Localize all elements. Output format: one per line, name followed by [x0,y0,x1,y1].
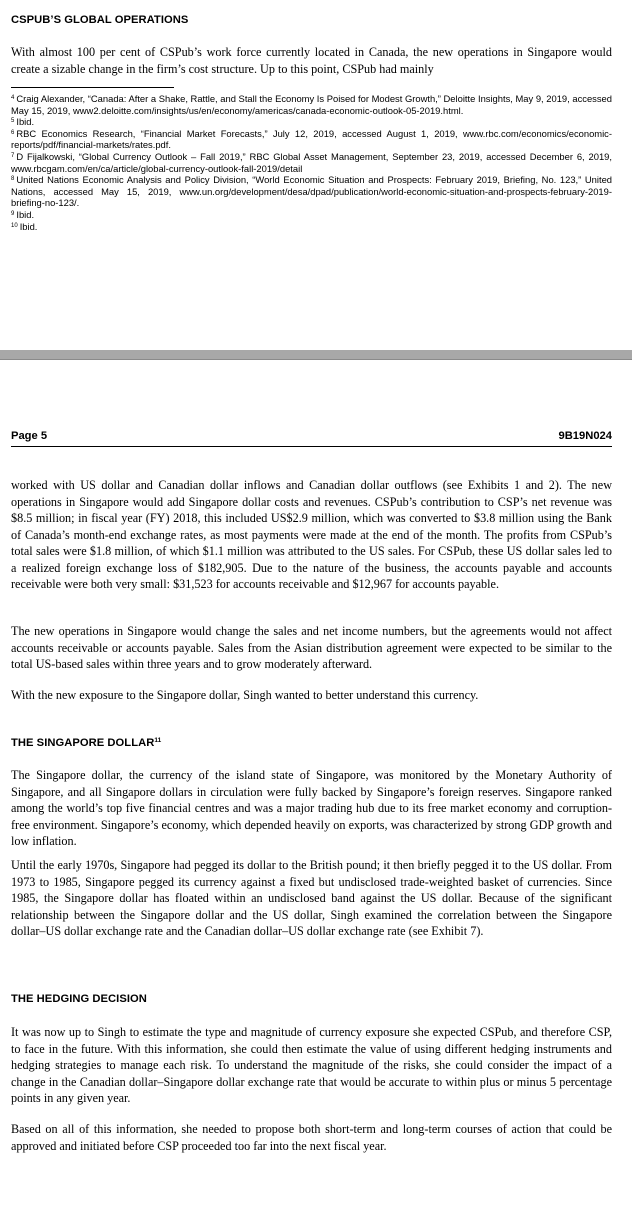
footnote-10: $^{10}$ Ibid. [11,220,38,232]
singapore-dollar-paragraph-1: The Singapore dollar, the currency of the island state of Singapore, was monitored by the Monetary Authority of Singapore, and all Singapore dollars in circulation were fully backed by Singapore’s foreign reserves. Singapore ranked among the world’s top five financial centres and was a major trading hub due to its free market economy and corruption-free environment. Singapore’s economy, which depended heavily on exports, was characterized by strong GDP growth and low inflation. [11,768,612,848]
footnote-4: $^4$ Craig Alexander, “Canada: After a Shake, Rattle, and Stall the Economy Is Poised for Modest Growth,” Deloitte Insights, May 9, 2019, accessed May 15, 2019, www2.deloitte.com/insights/us/en/economy/americas/canada-economic-outlook-05-2019.html. [11,93,612,116]
upper-page [0,0,632,350]
page-break-divider [0,350,632,360]
footnote-6: $^6$ RBC Economics Research, “Financial Market Forecasts,” July 12, 2019, accessed August 1, 2019, www.rbc.com/economics/economic-reports/pdf/financial-markets/rates.pdf. [11,127,612,151]
operations-paragraph-2: The new operations in Singapore would change the sales and net income numbers, but the agreements would not affect accounts receivable or accounts payable. Sales from the Asian distribution agreement were expected to be similar to the total US-based sales within three years and to grow moderately afterward. [11,624,612,671]
footnote-9: $^9$ Ibid. [11,208,35,220]
hedging-paragraph-2: Based on all of this information, she needed to propose both short-term and long-term courses of action that could be approved and initiated before CSP proceeded too far into the next fiscal year. [11,1122,612,1153]
hedging-paragraph-1: It was now up to Singh to estimate the type and magnitude of currency exposure she expected CSPub, and therefore CSP, to face in the future. With this information, she could then estimate the value of using different hedging instruments and hedging strategies to manage each risk. To understand the magnitude of the risks, she could consider the impact of a change in the Canadian dollar–Singapore dollar exchange rate that would be accurate to within plus or minus 5 percentage points in any given year. [11,1025,612,1105]
footnote-5: $^5$ Ibid. [11,116,35,128]
section-heading-singapore-dollar: THE SINGAPORE DOLLAR$^{11}$ [11,737,162,749]
singapore-dollar-paragraph-2: Until the early 1970s, Singapore had pegged its dollar to the British pound; it then briefly pegged it to the US dollar. From 1973 to 1985, Singapore pegged its currency against a fixed but undisclosed trade-weighted basket of currencies. Since 1985, the Singapore dollar has floated within an undisclosed band against the US dollar. Because of the significant relationship between the Singapore dollar and the US dollar, Singh examined the correlation between the Singapore dollar–US dollar exchange rate and the Canadian dollar–US dollar exchange rate (see Exhibit 7). [11,858,612,938]
lower-page [0,360,632,1210]
global-operations-paragraph: With almost 100 per cent of CSPub’s work force currently located in Canada, the new operations in Singapore would create a sizable change in the firm’s cost structure. Up to this point, CSPub had mainly [11,45,612,76]
footnotes [11,93,612,232]
footnote-reference-11: 11 [154,737,162,744]
footnote-rule [11,87,174,88]
section-heading-hedging-decision: THE HEDGING DECISION [11,993,147,1005]
operations-paragraph-3: With the new exposure to the Singapore dollar, Singh wanted to better understand this currency. [11,688,479,702]
footnote-8: $^8$ United Nations Economic Analysis and Policy Division, “World Economic Situation and Prospects: February 2019, Briefing, No. 123,” United Nations, accessed May 15, 2019, www.un.org/development/desa/dpad/publication/world-economic-situation-and-prospects-february-2019-briefing-no-123/. [11,174,612,209]
operations-paragraph-1: worked with US dollar and Canadian dollar inflows and Canadian dollar outflows (see Exhibits 1 and 2). The new operations in Singapore would add Singapore dollar costs and revenues. CSPub’s contribution to CSP’s net revenue was $8.5 million; in fiscal year (FY) 2018, this included US$2.9 million, which was converted to $3.8 million using the Bank of Canada’s month-end exchange rates, as most payments were made at the end of the month. The profits from CSPub’s total sales were $1.8 million, of which $1.1 million was attributed to the US sales. For CSPub, these US dollar sales led to a realized foreign exchange loss of $182,905. Due to the nature of the business, the accounts payable and accounts receivable were both very small: $31,523 for accounts receivable and $12,967 for accounts payable. [11,478,612,591]
page-number: Page 5 [11,430,48,442]
footnote-7: $^7$ D Fijalkowski, “Global Currency Outlook – Fall 2019,” RBC Global Asset Management, September 23, 2019, accessed December 6, 2019, www.rbcgam.com/en/ca/article/global-currency-outlook-fall-2019/detail [11,150,612,174]
case-number: 9B19N024 [558,430,612,442]
page-header [11,430,612,447]
section-heading-global-operations: CSPUB’S GLOBAL OPERATIONS [11,14,189,26]
